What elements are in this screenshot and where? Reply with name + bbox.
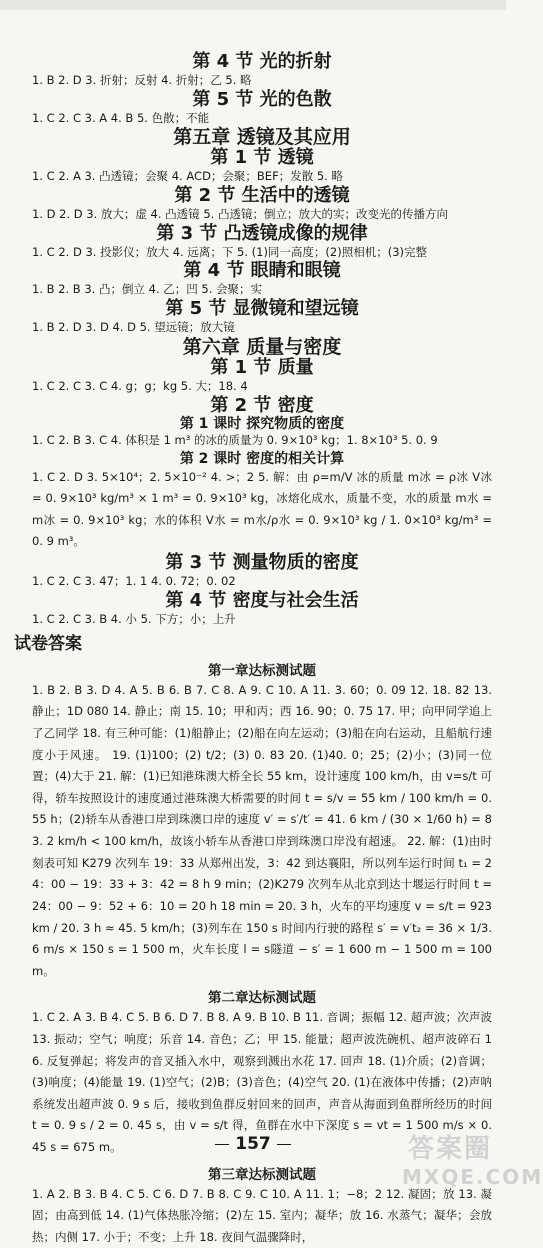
section-title: 第 3 节 测量物质的密度 [165,552,359,574]
answer-line: 1. B 2. B 3. 凸；倒立 4. 乙；凹 5. 会聚；实 [32,282,263,297]
answer-line: 1. C 2. C 3. C 4. g；g；kg 5. 大；18. 4 [32,378,248,393]
answer-paragraph: 1. B 2. B 3. D 4. A 5. B 6. B 7. C 8. A 9. C 10. A 11. 3. 60；0. 09 12. 18. 82 13. 静止；1D 080 14. 静止；南 15. 10；甲和丙；西 16. 90；0. 75 17. 甲；向甲同学追上了乙同学 18. 有三种可能：(1)船静止；(2)船在向左运动；(3)船在向右运动，且船航行速度小于风速。 19. (1)100；(2) t/2；(3) 0. 83 20. (1)40. 0；25；(2)小；(3)同一位置；(4)大于 21. 解：(1)已知港珠澳大桥全长 55 km，设计速度 100 km/h，由 v=s/t 可得，轿车按照设计的速度通过港珠澳大桥需要的时间 t = s/v = 55 km / 100 km/h = 0. 55 h；(2)轿车从香港口岸到珠澳口岸的速度 v′ = s′/t′ = 41. 6 km / (30 × 1/60 h) = 83. 2 km/h < 100 km/h，故该小轿车从香港口岸到珠澳口岸没有超速。 22. 解：(1)由时刻表可知 K279 次列车 19：33 从郑州出发，3：42 到达襄阳，所以列车运行时间 t₁ = 24：00 − 19：33 + 3：42 = 8 h 9 min；(2)K279 次列车从北京到达十堰运行时间 t = 24：00 − 9：52 + 6：10 = 20 h 18 min = 20. 3 h，火车的平均速度 v = s/t = 923 km / 20. 3 h ≈ 45. 5 km/h；(3)列车在 150 s 时间内行驶的路程 s′ = v′t₂ = 36 × 1/3. 6 m/s × 150 s = 1 500 m，火车长度 l = s隧道 − s′ = 1 600 m − 1 500 m = 100 m。 [32,682,492,978]
answer-line: 1. D 2. D 3. 放大；虚 4. 凸透镜 5. 凸透镜；倒立；放大的实；改变光的传播方向 [32,206,448,221]
section-title: 第 3 节 凸透镜成像的规律 [156,222,368,244]
answer-line: 1. C 2. C 3. A 4. B 5. 色散；不能 [32,110,210,125]
section-title: 第 2 节 生活中的透镜 [174,185,350,207]
scan-top-edge [0,0,506,10]
test-title: 第二章达标测试题 [208,990,316,1007]
answer-line: 1. C 2. A 3. 凸透镜；会聚 4. ACD；会聚；BEF；发散 5. 略 [32,169,343,184]
answer-line: 1. C 2. B 3. C 4. 体积是 1 m³ 的冰的质量为 0. 9×10³ kg；1. 8×10³ 5. 0. 9 [32,433,438,448]
exam-answers-title: 试卷答案 [14,634,82,655]
section-title: 第 4 节 光的折射 [192,51,332,72]
answer-line: 1. C 2. C 3. B 4. 小 5. 下方；小；上升 [32,611,236,626]
answer-paragraph: 1. C 2. A 3. B 4. C 5. B 6. D 7. B 8. A 9. B 10. B 11. 音调；振幅 12. 超声波；次声波 13. 振动；空气；响度；乐音 14. 音色；乙；甲 15. 能量；超声波洗碗机、超声波碎石 16. 反复弹起；将发声的音叉插入水中，观察到溅出水花 17. 回声 18. (1)介质；(2)音调；(3)响度；(4)能量 19. (1)空气；(2)B；(3)音色；(4)空气 20. (1)在液体中传播；(2)声呐系统发出超声波 0. 9 s 后，接收到鱼群反射回来的回声，声音从海面到鱼群所经历的时间 t = 0. 9 s / 2 = 0. 45 s，由 v = s/t 得，鱼群在水中下深度 s = vt = 1 500 m/s × 0. 45 s = 675 m。 [32,1010,492,1154]
chapter-title: 第五章 透镜及其应用 [173,126,351,149]
answer-paragraph: 1. A 2. B 3. B 4. C 5. C 6. D 7. B 8. C 9. C 10. A 11. 1；−8；2 12. 凝固；放 13. 凝固；由高到低 14. (1)气体热胀冷缩；(2)左 15. 室内；凝华；放 16. 水蒸气；凝华；会放热；内侧 17. 小于；不变；上升 18. 夜间气温骤降时， [32,1186,492,1244]
lesson-title: 第 1 课时 探究物质的密度 [179,416,345,433]
section-title: 第 5 节 光的色散 [192,88,332,110]
section-title: 第 1 节 透镜 [210,147,314,169]
watermark-top: 答案圈 [407,1134,492,1164]
watermark-logo [402,1132,543,1194]
section-title: 第 2 节 密度 [210,394,314,416]
answer-page [14,51,492,1248]
section-title: 第 4 节 眼睛和眼镜 [183,260,341,282]
answer-line: 1. C 2. C 3. 47；1. 1 4. 0. 72；0. 02 [32,573,236,588]
lesson-title: 第 2 课时 密度的相关计算 [179,450,345,467]
answer-paragraph: 1. C 2. D 3. 5×10⁴；2. 5×10⁻² 4. >；2 5. 解：由 ρ=m/V 冰的质量 m冰 = ρ冰 V冰 = 0. 9×10³ kg/m³ × 1 m³ = 0. 9×10³ kg，冰熔化成水，质量不变，水的质量 m水 = m冰 = 0. 9×10³ kg；水的体积 V水 = m水/ρ水 = 0. 9×10³ kg / 1. 0×10³ kg/m³ = 0. 9 m³。 [32,469,492,549]
section-title: 第 1 节 质量 [210,356,314,378]
section-title: 第 5 节 显微镜和望远镜 [165,298,359,320]
answer-line: 1. C 2. D 3. 投影仪；放大 4. 远离；下 5. (1)同一高度；(2)照相机；(3)完整 [32,244,428,259]
watermark-bottom: MXQE.COM [402,1165,543,1189]
test-title: 第一章达标测试题 [208,662,316,679]
answer-line: 1. B 2. D 3. D 4. D 5. 望远镜；放大镜 [32,320,235,335]
test-title: 第三章达标测试题 [208,1166,316,1183]
section-title: 第 4 节 密度与社会生活 [165,589,359,611]
answer-line: 1. B 2. D 3. 折射；反射 4. 折射；乙 5. 略 [32,72,252,87]
chapter-title: 第六章 质量与密度 [182,335,342,358]
page-number: 157 [0,1134,506,1154]
